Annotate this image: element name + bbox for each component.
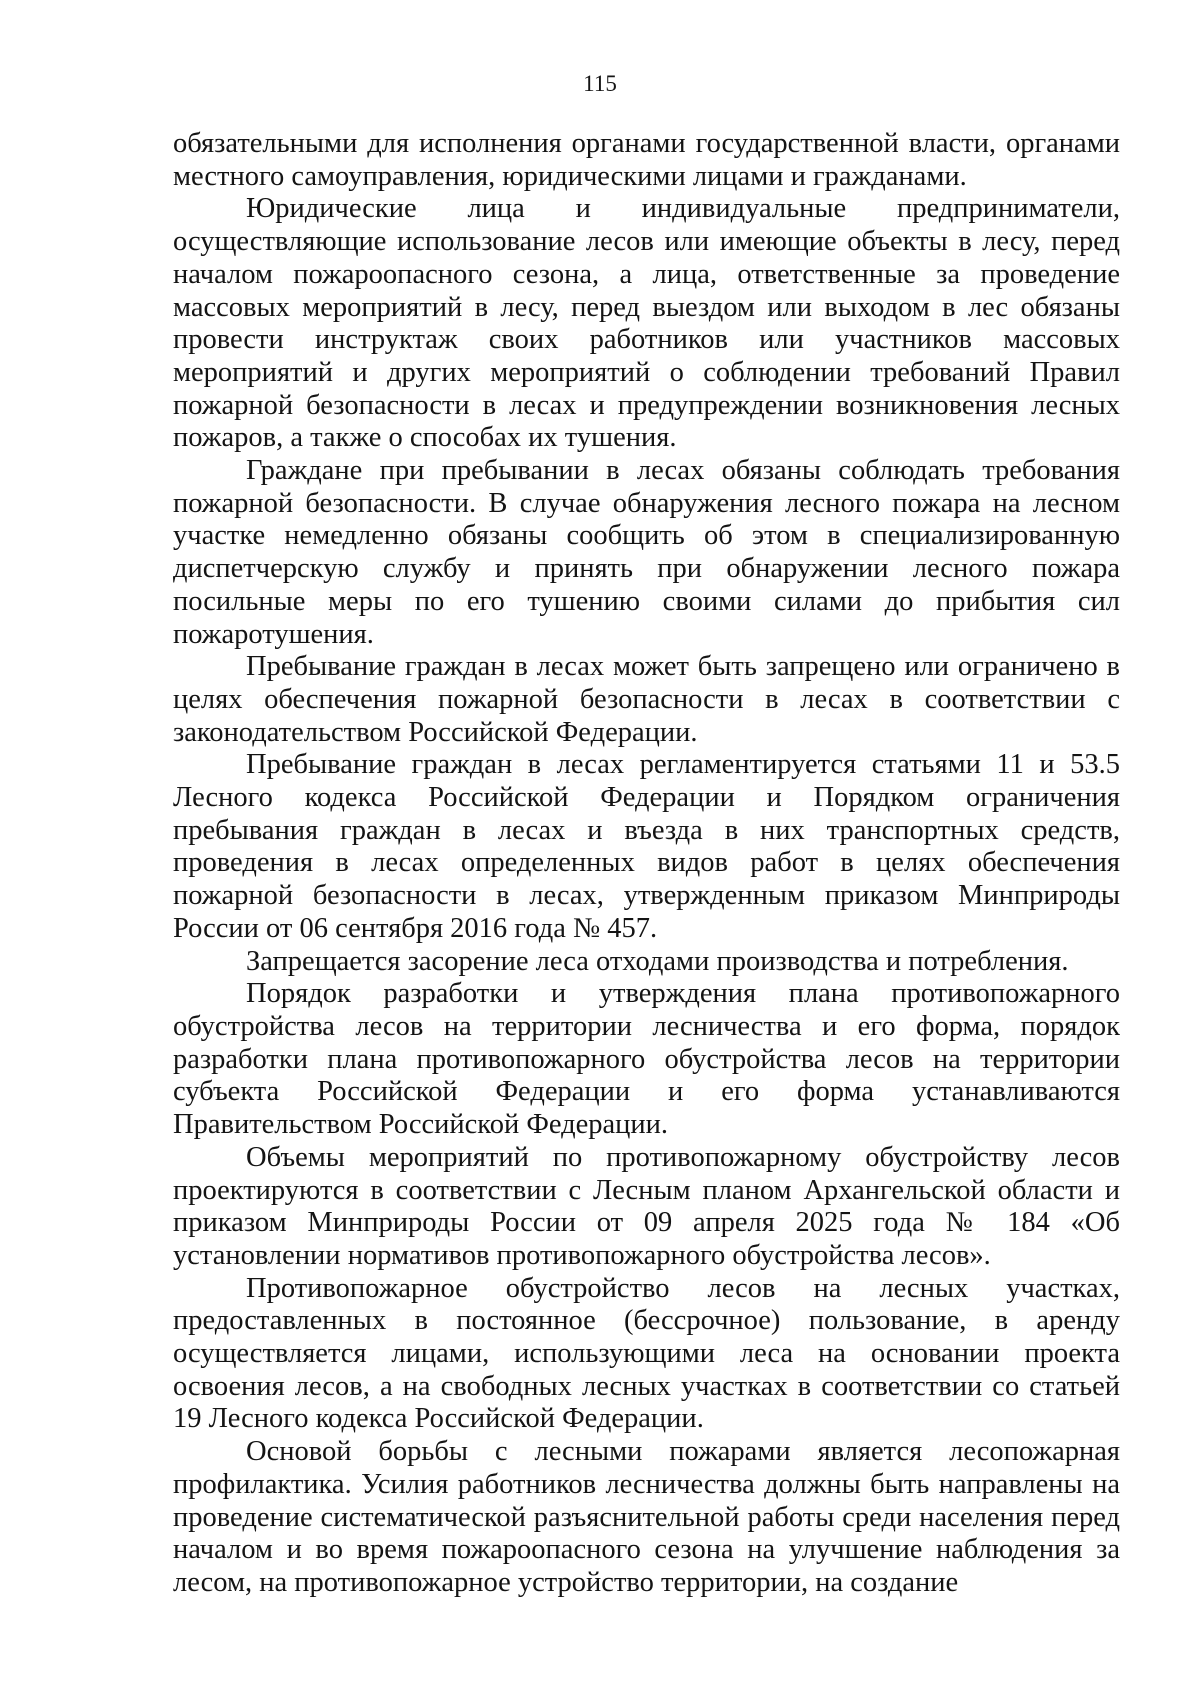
paragraph-stay-regulation: Пребывание граждан в лесах регламентируется статьями 11 и 53.5 Лесного кодекса Российской Федерации и Порядком ограничения пребывания граждан в лесах и въезда в них транспортных средств, проведения в лесах определенных видов работ в целях обеспечения пожарной безопасности в лесах, утвержденным приказом Минприроды России от 06 сентября 2016 года № 457. xyxy=(173,749,1120,944)
paragraph-stay-restriction: Пребывание граждан в лесах может быть запрещено или ограничено в целях обеспечения пожарной безопасности в лесах в соответствии с законодательством Российской Федерации. xyxy=(173,651,1120,748)
paragraph-citizens-obligations: Граждане при пребывании в лесах обязаны соблюдать требования пожарной безопасности. В случае обнаружения лесного пожара на лесном участке немедленно обязаны сообщить об этом в специализированную диспетчерскую службу и принять при обнаружении лесного пожара посильные меры по его тушению своими силами до прибытия сил пожаротушения. xyxy=(173,455,1120,650)
paragraph-littering-prohibition: Запрещается засорение леса отходами производства и потребления. xyxy=(246,945,1069,977)
paragraph-fire-arrangement-responsibility: Противопожарное обустройство лесов на лесных участках, предоставленных в постоянное (бессрочное) пользование, в аренду осуществляется лицами, использующими леса на основании проекта освоения лесов, а на свободных лесных участках в соответствии со статьей 19 Лесного кодекса Российской Федерации. xyxy=(173,1272,1120,1435)
paragraph-continuation: обязательными для исполнения органами государственной власти, органами местного самоуправления, юридическими лицами и гражданами. xyxy=(173,128,1120,192)
document-body xyxy=(173,128,1120,1600)
paragraph-legal-entities-briefing: Юридические лица и индивидуальные предприниматели, осуществляющие использование лесов или имеющие объекты в лесу, перед началом пожароопасного сезона, а лица, ответственные за проведение массовых мероприятий в лесу, перед выездом или выходом в лес обязаны провести инструктаж своих работников или участников массовых мероприятий и других мероприятий о соблюдении требований Правил пожарной безопасности в лесах и предупреждении возникновения лесных пожаров, а также о способах их тушения. xyxy=(173,193,1120,454)
paragraph-fire-measures-volume: Объемы мероприятий по противопожарному обустройству лесов проектируются в соответствии с Лесным планом Архангельской области и приказом Минприроды России от 09 апреля 2025 года № 184 «Об установлении нормативов противопожарного обустройства лесов». xyxy=(173,1141,1120,1271)
paragraph-fire-plan-procedure: Порядок разработки и утверждения плана противопожарного обустройства лесов на территории лесничества и его форма, порядок разработки плана противопожарного обустройства лесов на территории субъекта Российской Федерации и его форма устанавливаются Правительством Российской Федерации. xyxy=(173,978,1120,1141)
page-number: 115 xyxy=(583,71,617,96)
paragraph-fire-prevention: Основой борьбы с лесными пожарами является лесопожарная профилактика. Усилия работников лесничества должны быть направлены на проведение систематической разъяснительной работы среди населения перед началом и во время пожароопасного сезона на улучшение наблюдения за лесом, на противопожарное устройство территории, на создание xyxy=(173,1436,1120,1598)
